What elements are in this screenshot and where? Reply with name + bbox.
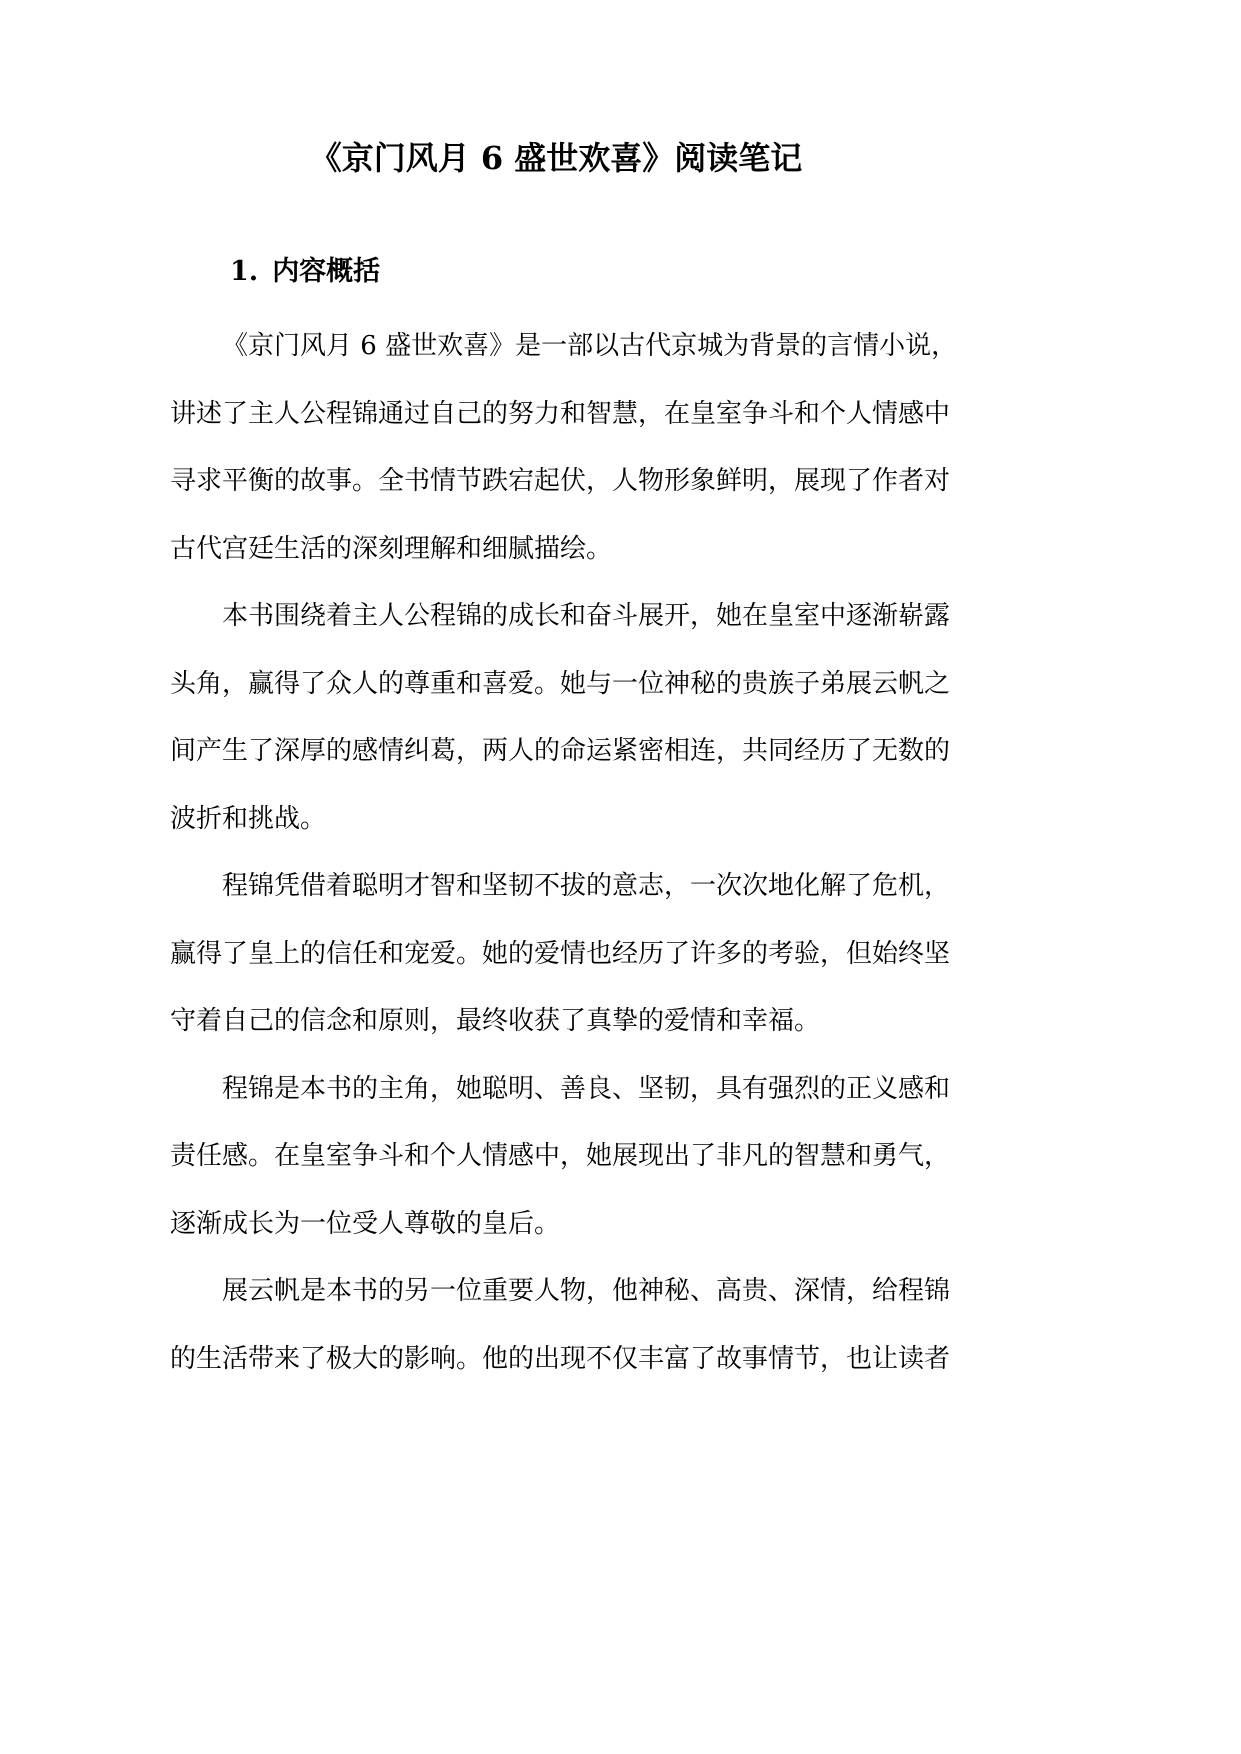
section-heading-text: 内容概括 [272, 256, 381, 287]
section-heading [230, 253, 380, 291]
paragraph-line: 古代宫廷生活的深刻理解和细腻描绘。 [170, 533, 613, 564]
body-text [170, 313, 958, 1393]
paragraph-line: 赢得了皇上的信任和宠爱。她的爱情也经历了许多的考验，但始终坚 [170, 938, 951, 969]
paragraph-line: 守着自己的信念和原则，最终收获了真挚的爱情和幸福。 [170, 1006, 821, 1036]
paragraph-line: 展云帆是本书的另一位重要人物，他神秘、高贵、深情，给程锦 [222, 1276, 951, 1306]
paragraph-line: 程锦是本书的主角，她聪明、善良、坚韧，具有强烈的正义感和 [222, 1073, 951, 1104]
document-title: 《京门风月 6 盛世欢喜》阅读笔记 [309, 139, 803, 177]
paragraph [170, 853, 951, 1056]
paragraph-line: 寻求平衡的故事。全书情节跌宕起伏，人物形象鲜明，展现了作者对 [170, 466, 951, 496]
paragraph-line: 程锦凭借着聪明才智和坚韧不拔的意志，一次次地化解了危机， [222, 871, 951, 901]
paragraph [170, 583, 951, 853]
paragraph [170, 313, 958, 583]
section-number: 1. [230, 256, 259, 287]
paragraph [170, 1056, 951, 1259]
paragraph-line: 《京门风月 6 盛世欢喜》是一部以古代京城为背景的言情小说， [222, 331, 958, 361]
paragraph [170, 1258, 951, 1393]
paragraph-line: 波折和挑战。 [170, 803, 327, 834]
paragraph-line: 的生活带来了极大的影响。他的出现不仅丰富了故事情节，也让读者 [170, 1343, 951, 1374]
paragraph-line: 逐渐成长为一位受人尊敬的皇后。 [170, 1208, 561, 1239]
paragraph-line: 本书围绕着主人公程锦的成长和奋斗展开，她在皇室中逐渐崭露 [222, 601, 951, 631]
paragraph-line: 讲述了主人公程锦通过自己的努力和智慧，在皇室争斗和个人情感中 [170, 398, 951, 429]
paragraph-line: 责任感。在皇室争斗和个人情感中，她展现出了非凡的智慧和勇气， [170, 1141, 951, 1171]
paragraph-line: 间产生了深厚的感情纠葛，两人的命运紧密相连，共同经历了无数的 [170, 736, 951, 766]
paragraph-line: 头角，赢得了众人的尊重和喜爱。她与一位神秘的贵族子弟展云帆之 [170, 668, 951, 699]
